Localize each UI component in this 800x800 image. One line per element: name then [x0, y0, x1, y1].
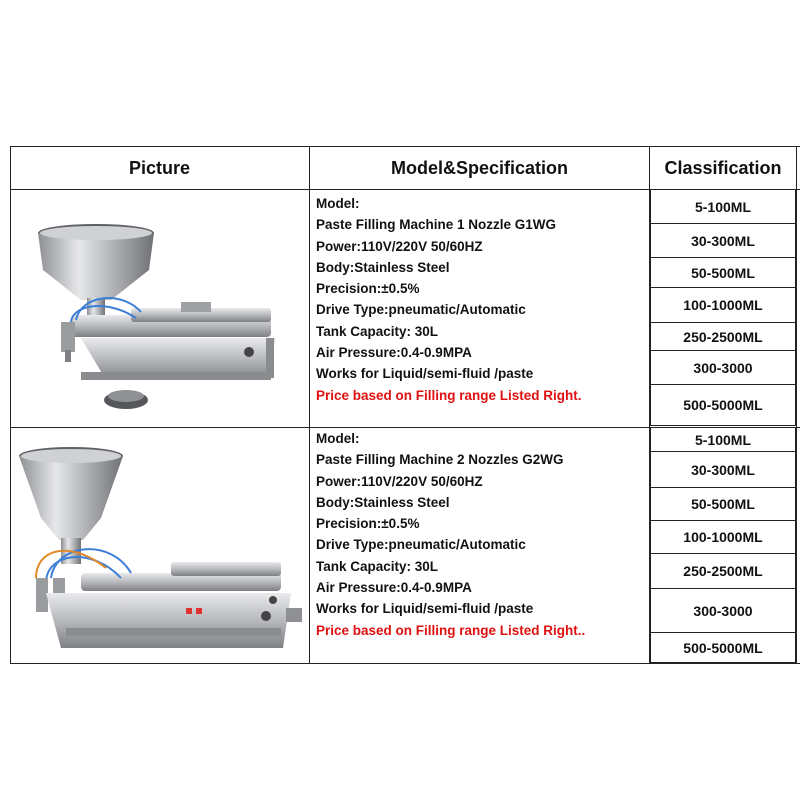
spec-line: Precision:±0.5% — [316, 281, 420, 297]
spec-line: Body:Stainless Steel — [316, 259, 450, 275]
spec-line: Precision:±0.5% — [316, 516, 420, 532]
range-cell: 100-1000ML — [650, 287, 796, 323]
spec-line: Air Pressure:0.4-0.9MPA — [316, 580, 472, 596]
spec-line: Power:110V/220V 50/60HZ — [316, 473, 483, 489]
spec-line: Paste Filling Machine 2 Nozzles G2WG — [316, 452, 564, 468]
range-cell: 500-5000ML — [650, 384, 796, 426]
spec-line: Power:110V/220V 50/60HZ — [316, 238, 483, 254]
spec-line: Works for Liquid/semi-fluid /paste — [316, 366, 534, 382]
range-cell: 300-3000 — [650, 588, 796, 633]
spec-line: Works for Liquid/semi-fluid /paste — [316, 601, 534, 617]
price-note: Price based on Filling range Listed Right.. — [316, 622, 586, 638]
product-image-g1wg — [11, 190, 309, 426]
filling-range-list-g2wg — [650, 427, 796, 663]
spec-list-g1wg — [316, 193, 646, 406]
spec-line: Air Pressure:0.4-0.9MPA — [316, 345, 472, 361]
spec-line: Tank Capacity: 30L — [316, 323, 439, 339]
spec-line: Model: — [316, 431, 360, 446]
header-classification: Classification — [664, 157, 782, 178]
filling-range-list-g1wg — [650, 189, 796, 427]
spec-line: Drive Type:pneumatic/Automatic — [316, 302, 526, 318]
range-cell: 5-100ML — [650, 189, 796, 224]
spec-list-g2wg — [316, 428, 646, 641]
spec-line: Tank Capacity: 30L — [316, 558, 439, 574]
range-cell: 250-2500ML — [650, 553, 796, 589]
column-divider — [796, 147, 797, 663]
range-cell: 100-1000ML — [650, 520, 796, 554]
range-cell: 30-300ML — [650, 223, 796, 258]
double-nozzle-machine-icon — [11, 428, 309, 662]
range-cell: 50-500ML — [650, 487, 796, 521]
range-cell: 500-5000ML — [650, 632, 796, 663]
column-divider — [309, 147, 310, 663]
header-picture: Picture — [128, 157, 191, 178]
single-nozzle-machine-icon — [11, 190, 309, 426]
header-spec: Model&Specification — [390, 157, 569, 178]
price-note: Price based on Filling range Listed Right. — [316, 387, 582, 403]
spec-line: Body:Stainless Steel — [316, 494, 450, 510]
range-cell: 30-300ML — [650, 451, 796, 488]
spec-table — [10, 146, 800, 664]
range-cell: 250-2500ML — [650, 322, 796, 351]
spec-line: Drive Type:pneumatic/Automatic — [316, 537, 526, 553]
range-cell: 300-3000 — [650, 350, 796, 385]
range-cell: 5-100ML — [650, 427, 796, 452]
spec-line: Model: — [316, 196, 360, 211]
range-cell: 50-500ML — [650, 257, 796, 288]
spec-line: Paste Filling Machine 1 Nozzle G1WG — [316, 217, 557, 233]
product-image-g2wg — [11, 428, 309, 662]
